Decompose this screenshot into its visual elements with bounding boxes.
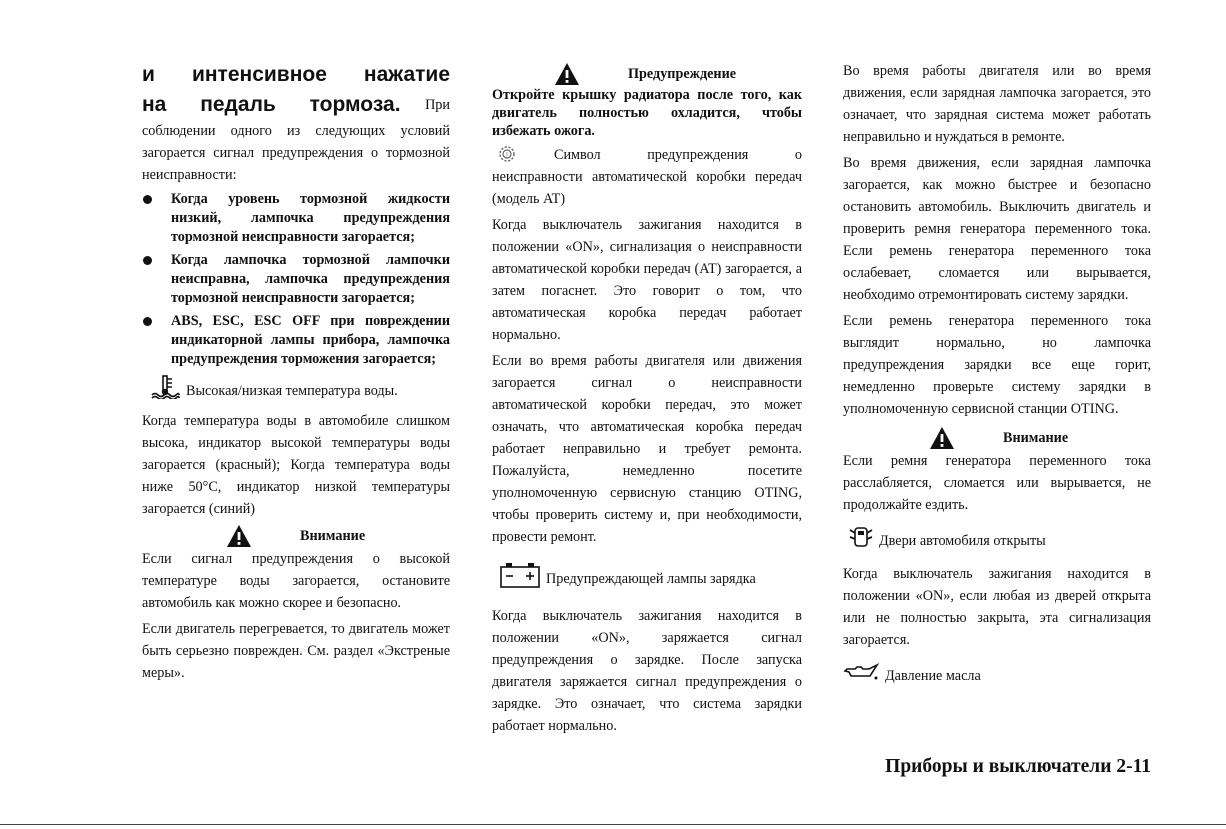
heading-line-1: и интенсивное нажатие: [142, 63, 450, 86]
list-item: ABS, ESC, ESC OFF при повреждении индикаторной лампы прибора, лампочка предупреждения торможения загорается;: [142, 312, 450, 369]
column-left: [142, 60, 450, 688]
charge-section-title: [500, 562, 802, 595]
attention-heading: [142, 524, 450, 548]
charge-paragraph-3: Если ремень генератора переменного тока выглядит нормально, но лампочка предупреждения зарядки все еще горит, немедленно проверьте систему зарядки в уполномоченную сервисной станции OTING.: [843, 313, 1151, 417]
attention-text-1: Если сигнал предупреждения о высокой температуре воды загорается, остановите автомобиль как можно скорее и безопасно.: [142, 551, 450, 611]
svg-text:!: !: [506, 152, 508, 159]
temp-section-title: [150, 375, 450, 406]
bullet-icon: [143, 195, 152, 204]
attention-label: Внимание: [300, 528, 366, 544]
at-symbol-block: [492, 144, 802, 210]
column-middle: [492, 60, 802, 741]
charge-text: Когда выключатель зажигания находится в положении «ON», заряжается сигнал предупреждения о зарядке. После запуска двигателя заряжается сигнал предупреждения о зарядке. Это означает, что система зарядки работает нормально.: [492, 608, 802, 734]
oil-section-title: [843, 663, 1151, 688]
heading-tail: При: [425, 97, 450, 113]
heading-line-2: [142, 90, 450, 120]
charge-paragraph-1: Во время работы двигателя или во время движения, если зарядная лампочка загорается, это означает, что зарядная система может работать неправильно и нуждаться в ремонте.: [843, 63, 1151, 145]
temp-title: Высокая/низкая температура воды.: [186, 382, 398, 399]
warning-triangle-icon: [929, 426, 955, 450]
attention-text-2: Если двигатель перегревается, то двигатель может быть серьезно поврежден. См. раздел «Экстреные меры».: [142, 621, 450, 681]
warning-heading: [492, 62, 802, 86]
oil-can-icon: [843, 663, 879, 688]
warning-triangle-icon: [226, 524, 252, 548]
bullet-icon: [143, 256, 152, 265]
transmission-gear-icon: [496, 143, 518, 172]
oil-title: Давление масла: [885, 667, 981, 684]
brake-conditions-list: [142, 190, 450, 369]
page-footer: Приборы и выключатели 2-11: [885, 756, 1151, 777]
heading-line-2-text: на педаль тормоза.: [142, 93, 401, 116]
warning-label: Предупреждение: [628, 66, 737, 82]
doors-section-title: [849, 526, 1151, 555]
doors-text: Когда выключатель зажигания находится в положении «ON», если любая из дверей открыта или не полностью закрыта, эта сигнализация загорается.: [843, 566, 1151, 648]
column-right: [843, 60, 1151, 688]
bottom-divider: [0, 824, 1226, 825]
attention-heading: [843, 426, 1151, 450]
attention-text: Если ремня генератора переменного тока расслабляется, сломается или вырывается, не продолжайте ездить.: [843, 453, 1151, 513]
doors-title: Двери автомобиля открыты: [879, 532, 1046, 549]
at-symbol-text: Символ предупреждения о неисправности автоматической коробки передач (модель AT): [492, 147, 802, 207]
warning-text: Откройте крышку радиатора после того, как двигатель полностью охладится, чтобы избежать ожога.: [492, 87, 802, 139]
list-item: Когда уровень тормозной жидкости низкий, лампочка предупреждения тормозной неисправности загорается;: [142, 190, 450, 247]
bullet-icon: [143, 317, 152, 326]
attention-label: Внимание: [1003, 430, 1069, 446]
list-item: Когда лампочка тормозной лампочки неисправна, лампочка предупреждения тормозной неисправности загорается;: [142, 251, 450, 308]
charge-paragraph-2: Во время движения, если зарядная лампочка загорается, как можно быстрее и безопасно остановить автомобиль. Выключить двигатель и проверить ремня генератора переменного тока. Если ремень генератора переменного тока ослабевает, сломается или вырывается, необходимо отремонтировать систему зарядки.: [843, 155, 1151, 303]
brake-intro: соблюдении одного из следующих условий загорается сигнал предупреждения о тормозной неисправности:: [142, 123, 450, 183]
coolant-temperature-icon: [150, 375, 180, 406]
at-paragraph-2: Если во время работы двигателя или движения загорается сигнал о неисправности автоматической коробки передач, это может означать, что автоматическая коробка передач работает неправильно и требует ремонта. Пожалуйста, немедленно посетите уполномоченную сервисную станцию OTING, чтобы проверить систему и, при необходимости, провести ремонт.: [492, 353, 802, 545]
charge-title: Предупреждающей лампы зарядка: [546, 570, 756, 587]
door-open-icon: [849, 526, 873, 555]
at-paragraph-1: Когда выключатель зажигания находится в положении «ON», сигнализация о неисправности автоматической коробки передач (AT) загорается, а затем погаснет. Это говорит о том, что автоматическая коробка передач работает нормально.: [492, 217, 802, 343]
battery-icon: [500, 562, 540, 595]
warning-triangle-icon: [554, 62, 580, 86]
temp-text: Когда температура воды в автомобиле слишком высока, индикатор высокой температуры воды загорается (красный); Когда температура воды ниже 50°C, индикатор низкой температуры загорается (синий): [142, 413, 450, 517]
